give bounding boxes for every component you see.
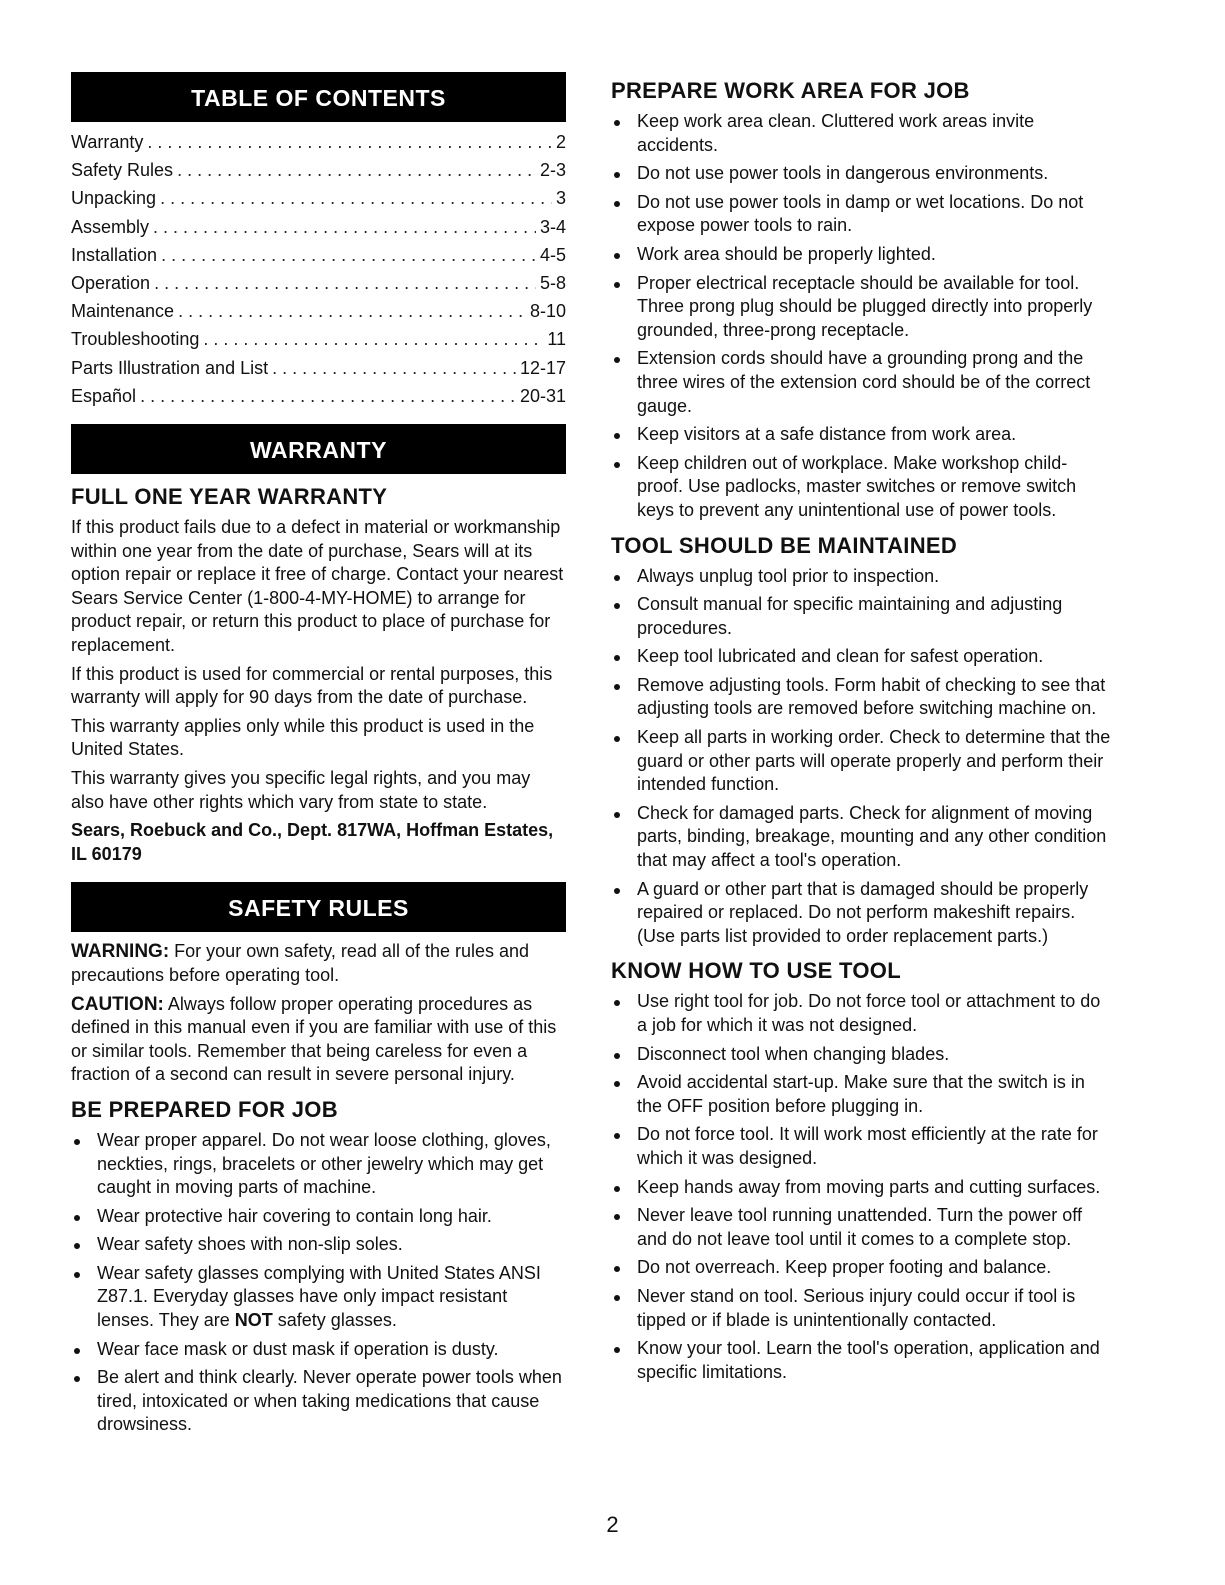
caution-paragraph: [71, 993, 566, 1087]
toc-page: 8-10: [529, 301, 566, 322]
list-item: Never leave tool running unattended. Turn the power off and do not leave tool until it comes to a complete stop.: [611, 1204, 1111, 1251]
warranty-heading: FULL ONE YEAR WARRANTY: [71, 484, 388, 510]
toc-page: 12-17: [519, 357, 566, 378]
warning-paragraph: [71, 940, 566, 987]
list-item: Check for damaged parts. Check for alignment of moving parts, binding, breakage, mounting and any other condition that may affect a tool's operation.: [611, 802, 1111, 873]
toc-page: 3-4: [539, 216, 566, 237]
toc-entry[interactable]: [71, 128, 566, 156]
warning-label: WARNING:: [71, 941, 170, 963]
list-item: Keep children out of workplace. Make workshop child-proof. Use padlocks, master switches or remove switch keys to prevent any unintentional use of power tools.: [611, 452, 1111, 523]
page-number: 2: [606, 1512, 619, 1537]
glasses-text: Wear safety glasses complying with United States ANSI Z87.1. Everyday glasses have only impact resistant lenses. They are: [97, 1262, 541, 1331]
toc-page: 20-31: [519, 385, 566, 406]
toc-entry[interactable]: [71, 382, 566, 410]
caution-text: Always follow proper operating procedures as defined in this manual even if you are familiar with use of this or similar tools. Remember that being careless for even a fraction of a second can result in severe personal injury.: [71, 993, 557, 1085]
list-item: Always unplug tool prior to inspection.: [611, 565, 1111, 589]
list-item: Never stand on tool. Serious injury could occur if tool is tipped or if blade is unintentionally contacted.: [611, 1285, 1111, 1332]
list-item: A guard or other part that is damaged should be properly repaired or replaced. Do not perform makeshift repairs. (Use parts list provided to order replacement parts.): [611, 878, 1111, 949]
warranty-paragraph: This warranty gives you specific legal rights, and you may also have other rights which vary from state to state.: [71, 767, 531, 812]
list-item: Keep tool lubricated and clean for safest operation.: [611, 645, 1111, 669]
toc-entry[interactable]: [71, 297, 566, 325]
warning-text: For your own safety, read all of the rules and precautions before operating tool.: [71, 941, 530, 985]
toc-label: Warranty: [71, 132, 144, 152]
toc-label: Assembly: [71, 216, 150, 237]
list-item: Do not use power tools in damp or wet locations. Do not expose power tools to rain.: [611, 191, 1111, 238]
caution-label: CAUTION:: [71, 993, 164, 1015]
toc-entry[interactable]: [71, 354, 566, 382]
be-prepared-heading: BE PREPARED FOR JOB: [71, 1096, 338, 1122]
toc-entry[interactable]: [71, 241, 566, 269]
prepare-area-list: [611, 110, 1111, 523]
toc-leader: [154, 269, 536, 297]
toc-label: Troubleshooting: [71, 329, 200, 350]
list-item: Consult manual for specific maintaining and adjusting procedures.: [611, 593, 1111, 640]
safety-title-bar: SAFETY RULES: [71, 882, 566, 932]
list-item: Keep visitors at a safe distance from work area.: [611, 423, 1111, 447]
toc-title-bar: TABLE OF CONTENTS: [71, 72, 566, 122]
list-item: Disconnect tool when changing blades.: [611, 1043, 1111, 1067]
prepare-area-heading: PREPARE WORK AREA FOR JOB: [611, 78, 970, 103]
list-item: Work area should be properly lighted.: [611, 243, 1111, 267]
left-column: [71, 72, 566, 1442]
list-item: Keep all parts in working order. Check to determine that the guard or other parts will operate properly and perform their intended function.: [611, 726, 1111, 797]
list-item-glasses: [71, 1262, 566, 1333]
warranty-address: Sears, Roebuck and Co., Dept. 817WA, Hoffman Estates, IL 60179: [71, 820, 554, 864]
warranty-paragraph: This warranty applies only while this product is used in the United States.: [71, 715, 535, 760]
toc-label: Unpacking: [71, 188, 157, 209]
toc-label: Parts Illustration and List: [71, 357, 269, 378]
list-item: Do not use power tools in dangerous environments.: [611, 162, 1111, 186]
toc-label: Operation: [71, 273, 151, 294]
toc-page: 2: [555, 132, 566, 152]
toc-page: 11: [547, 329, 566, 350]
list-item: Avoid accidental start-up. Make sure that the switch is in the OFF position before plugging in.: [611, 1071, 1111, 1118]
toc-leader: [153, 213, 536, 241]
list-item: Wear proper apparel. Do not wear loose clothing, gloves, neckties, rings, bracelets or other jewelry which may get caught in moving parts of machine.: [71, 1129, 566, 1200]
toc-leader: [203, 325, 543, 353]
list-item: Keep work area clean. Cluttered work areas invite accidents.: [611, 110, 1111, 157]
toc-leader: [160, 184, 552, 212]
toc-entry[interactable]: [71, 213, 566, 241]
table-of-contents: [71, 128, 566, 410]
warranty-paragraph: If this product is used for commercial or rental purposes, this warranty will apply for 90 days from the date of purchase.: [71, 663, 553, 708]
toc-leader: [177, 156, 536, 184]
know-how-list: [611, 990, 1111, 1384]
toc-leader: [178, 297, 526, 325]
toc-label: Español: [71, 385, 137, 406]
toc-leader: [161, 241, 536, 269]
toc-label: Installation: [71, 244, 158, 265]
list-item: Proper electrical receptacle should be available for tool. Three prong plug should be plugged directly into properly grounded, three-prong receptacle.: [611, 272, 1111, 343]
list-item: Extension cords should have a grounding prong and the three wires of the extension cord should be of the correct gauge.: [611, 347, 1111, 418]
list-item: Use right tool for job. Do not force tool or attachment to do a job for which it was not designed.: [611, 990, 1111, 1037]
glasses-text-end: safety glasses.: [277, 1310, 397, 1331]
toc-label: Maintenance: [71, 301, 175, 322]
toc-page: 3: [555, 188, 566, 209]
list-item: Wear face mask or dust mask if operation is dusty.: [71, 1338, 566, 1362]
toc-label: Safety Rules: [71, 160, 174, 181]
toc-entry[interactable]: [71, 184, 566, 212]
toc-leader: [140, 382, 516, 410]
list-item: Wear protective hair covering to contain long hair.: [71, 1205, 566, 1229]
know-how-heading: KNOW HOW TO USE TOOL: [611, 958, 901, 984]
toc-entry[interactable]: [71, 156, 566, 184]
list-item: Be alert and think clearly. Never operate power tools when tired, intoxicated or when taking medications that cause drowsiness.: [71, 1366, 566, 1437]
list-item: Know your tool. Learn the tool's operation, application and specific limitations.: [611, 1337, 1111, 1384]
warranty-paragraph: If this product fails due to a defect in material or workmanship within one year from the date of purchase, Sears will at its option repair or replace it free of charge. Contact your nearest Sears Service Center (1-800-4-MY-HOME) to arrange for product repair, or return this product to place of purchase for replacement.: [71, 517, 564, 655]
warranty-title-bar: WARRANTY: [71, 424, 566, 474]
maintained-heading: TOOL SHOULD BE MAINTAINED: [611, 532, 958, 558]
toc-page: 4-5: [539, 244, 566, 265]
list-item: Wear safety shoes with non-slip soles.: [71, 1233, 566, 1257]
toc-page: 5-8: [539, 273, 566, 294]
toc-page: 2-3: [539, 160, 566, 181]
toc-entry[interactable]: [71, 325, 566, 353]
list-item: Do not overreach. Keep proper footing and balance.: [611, 1256, 1111, 1280]
toc-entry[interactable]: [71, 269, 566, 297]
list-item: Keep hands away from moving parts and cutting surfaces.: [611, 1176, 1111, 1200]
list-item: Remove adjusting tools. Form habit of checking to see that adjusting tools are removed before switching machine on.: [611, 674, 1111, 721]
list-item: Do not force tool. It will work most efficiently at the rate for which it was designed.: [611, 1123, 1111, 1170]
glasses-emphasis: NOT: [234, 1310, 273, 1331]
be-prepared-list: [71, 1129, 566, 1437]
right-column: [611, 78, 1111, 1389]
toc-leader: [272, 354, 516, 382]
toc-leader: [147, 128, 552, 156]
maintained-list: [611, 565, 1111, 949]
